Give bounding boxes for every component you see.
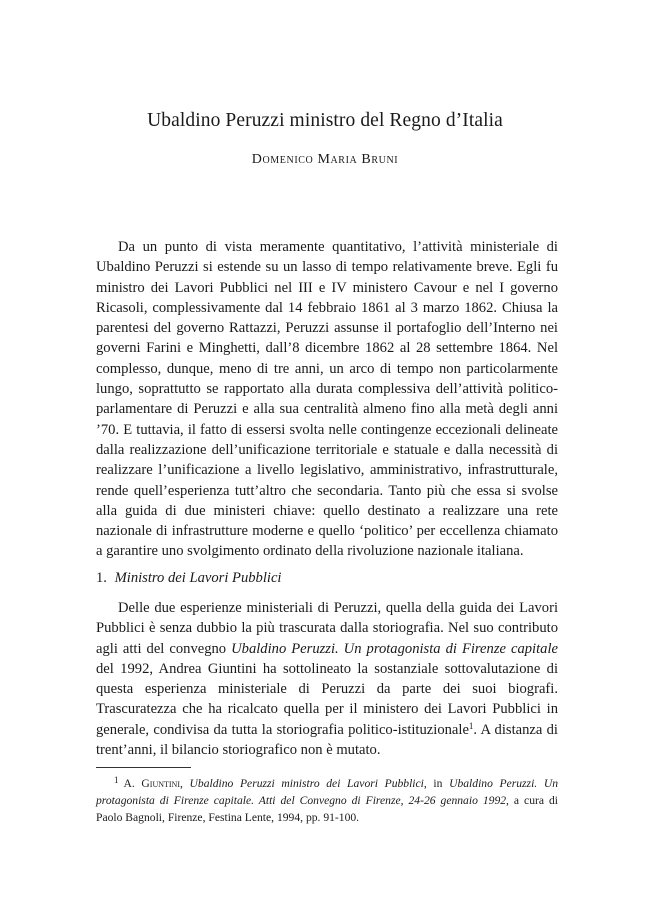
footnote-mark: 1 <box>114 775 119 785</box>
section-heading <box>96 568 558 588</box>
section-number: 1. <box>96 570 107 586</box>
body-text-section-1 <box>96 598 558 760</box>
section-title: Ministro dei Lavori Pubblici <box>114 570 282 586</box>
footnote-separator <box>96 767 191 768</box>
article-title: Ubaldino Peruzzi ministro del Regno d’Italia <box>147 110 503 131</box>
body-text-intro <box>96 237 558 562</box>
footnote-1 <box>96 775 558 826</box>
footnote-reference[interactable]: 1 <box>468 720 474 731</box>
footnote-text-a: , <box>180 777 190 790</box>
footnote-author: A. Giuntini <box>123 777 180 790</box>
paragraph-2-italic-title: Ubaldino Peruzzi. Un protagonista di Firenze capitale <box>231 640 558 657</box>
paragraph-2-text-a: Delle due esperienze ministeriali di Peruzzi, quella della guida dei Lavori Pubblici è senza dubbio la più trascurata dalla storiografia. Nel suo contributo agli atti del convegno <box>96 600 558 657</box>
footnote-italic-title: Ubaldino Peruzzi ministro dei Lavori Pubblici <box>189 777 424 790</box>
article-author: Domenico Maria Bruni <box>251 152 399 167</box>
footnote <box>96 775 558 826</box>
footnote-italic-volume: Ubaldino Peruzzi. Un protagonista di Firenze capitale. Atti del Convegno di Firenze, 24-26 gennaio 1992 <box>96 777 558 807</box>
footnote-text-c: , a cura di Paolo Bagnoli, Firenze, Festina Lente, 1994, pp. 91-100. <box>96 794 558 824</box>
footnote-text-b: , in <box>423 777 450 790</box>
paragraph-2-text-c: . A distanza di trent’anni, il bilancio storiografico non è mutato. <box>96 721 558 759</box>
paragraph-1: Da un punto di vista meramente quantitativo, l’attività ministeriale di Ubaldino Peruzzi si estende su un lasso di tempo relativamente breve. Egli fu ministro dei Lavori Pubblici nel III e IV ministero Cavour e nel I governo Ricasoli, complessivamente dal 14 febbraio 1861 al 3 marzo 1862. Chiusa la parentesi del governo Rattazzi, Peruzzi assunse il portafoglio dell’Interno nei governi Farini e Minghetti, dall’8 dicembre 1862 al 28 settembre 1864. Nel complesso, dunque, meno di tre anni, un arco di tempo non particolarmente lungo, soprattutto se rapportato alla durata complessiva dell’attività politico-parlamentare di Peruzzi e alla sua centralità almeno fino alla metà degli anni ’70. E tuttavia, il fatto di essersi svolta nelle contingenze eccezionali delineate dalla realizzazione dell’unificazione territoriale e statuale e dalla necessità di realizzare l’unificazione a livello legislativo, amministrativo, infrastrutturale, rende quell’esperienza tutt’altro che secondaria. Tanto più che essa si svolse alla guida di due ministeri chiave: quello destinato a realizzare una rete nazionale di infrastrutture moderne e quello ‘politico’ per eccellenza chiamato a garantire uno svolgimento ordinato della rivoluzione nazionale italiana. <box>96 239 558 560</box>
paragraph-2-text-b: del 1992, Andrea Giuntini ha sottolineato la sostanziale sottovalutazione di questa esperienza ministeriale di Peruzzi da parte dei suoi biografi. Trascuratezza che ha ricalcato quella per il ministero dei Lavori Pubblici in generale, condivisa da tutta la storiografia politico-istituzionale <box>96 660 558 738</box>
paragraph-2 <box>96 598 558 760</box>
